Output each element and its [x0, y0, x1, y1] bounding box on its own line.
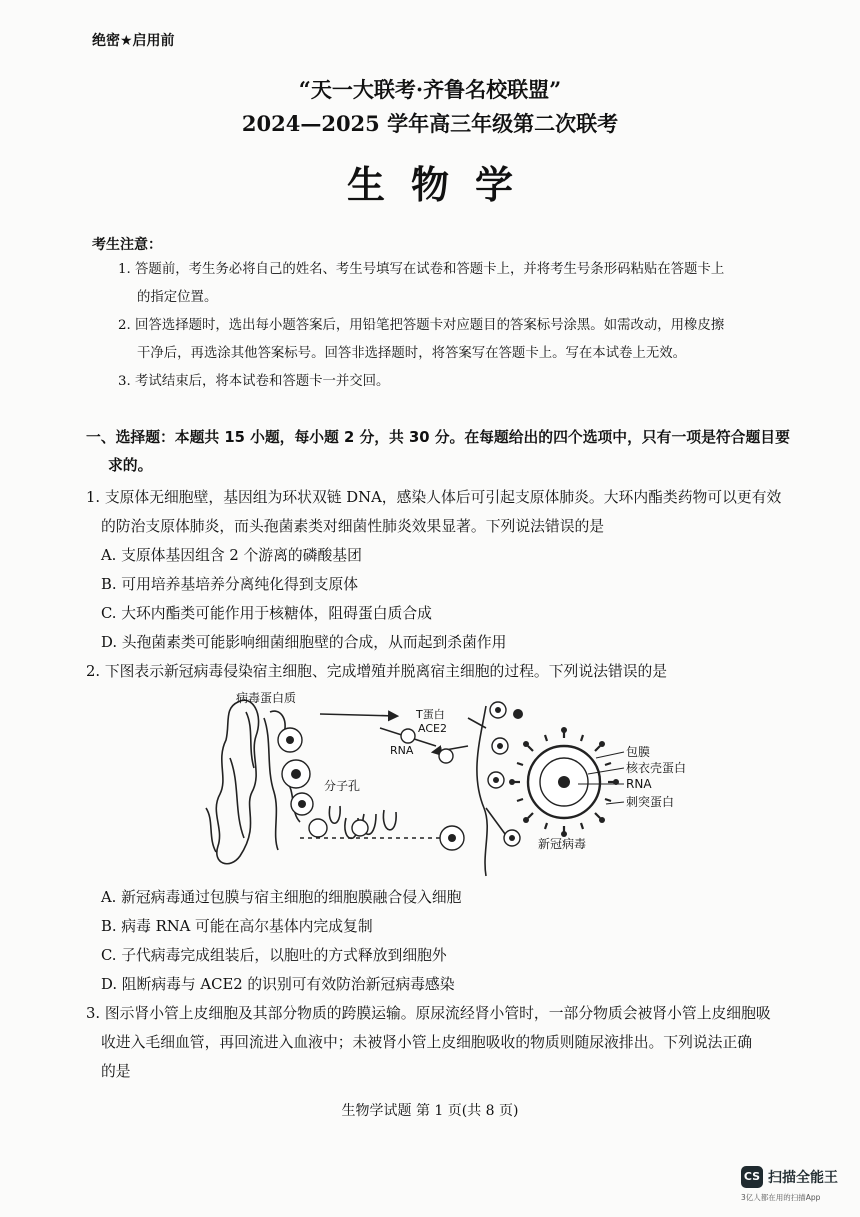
question-1-option-b: B. 可用培养基培养分离纯化得到支原体: [101, 576, 359, 593]
question-2-stem: 2. 下图表示新冠病毒侵染宿主细胞、完成增殖并脱离宿主细胞的过程。下列说法错误的是: [86, 663, 668, 680]
label-nucleocapsid: 核衣壳蛋白: [626, 761, 687, 775]
label-rna-virus: RNA: [626, 777, 652, 791]
label-spike: 刺突蛋白: [626, 795, 675, 809]
label-virus-name: 新冠病毒: [538, 837, 587, 851]
exam-title-line2: 2024—2025 学年高三年级第二次联考: [241, 111, 619, 136]
label-viral-protein: 病毒蛋白质: [236, 691, 297, 705]
question-2-option-a: A. 新冠病毒通过包膜与宿主细胞的细胞膜融合侵入细胞: [101, 889, 462, 906]
confidential-mark: 绝密★启用前: [92, 33, 175, 49]
section-heading: 一、选择题：本题共 15 小题，每小题 2 分，共 30 分。在每题给出的四个选项中，只有一项是符合题目要: [86, 429, 790, 446]
question-1-option-c: C. 大环内酯类可能作用于核糖体，阻碍蛋白质合成: [101, 605, 432, 622]
label-ace2: ACE2: [418, 722, 447, 735]
question-1-stem-cont: 的防治支原体肺炎，而头孢菌素类对细菌性肺炎效果显著。下列说法错误的是: [101, 518, 605, 535]
scanner-tagline: 3亿人都在用的扫描App: [741, 1193, 821, 1202]
label-t-protein: T蛋白: [416, 708, 445, 721]
question-2-option-d: D. 阻断病毒与 ACE2 的识别可有效防治新冠病毒感染: [101, 976, 455, 993]
label-envelope: 包膜: [626, 745, 651, 759]
question-2-option-c: C. 子代病毒完成组装后，以胞吐的方式释放到细胞外: [101, 947, 447, 964]
exam-title-line1: “天一大联考·齐鲁名校联盟”: [298, 77, 562, 102]
question-3-stem-cont1: 收进入毛细血管，再回流进入血液中；未被肾小管上皮细胞吸收的物质则随尿液排出。下列说法正确: [101, 1034, 753, 1051]
notice-item-1-cont: 的指定位置。: [137, 290, 218, 305]
notice-heading: 考生注意：: [92, 237, 162, 253]
subject-title: 生物学: [346, 162, 539, 207]
question-2-option-b: B. 病毒 RNA 可能在高尔基体内完成复制: [101, 918, 373, 935]
question-1-option-d: D. 头孢菌素类可能影响细菌细胞壁的合成，从而起到杀菌作用: [101, 634, 507, 651]
label-rna-cell: RNA: [390, 744, 414, 757]
notice-item-2: 2. 回答选择题时，选出每小题答案后，用铅笔把答题卡对应题目的答案标号涂黑。如需改动，用橡皮擦: [118, 318, 725, 333]
label-nuclear-pore: 分子孔: [324, 779, 361, 793]
question-3-stem: 3. 图示肾小管上皮细胞及其部分物质的跨膜运输。原尿流经肾小管时，一部分物质会被肾小管上皮细胞吸: [86, 1005, 771, 1022]
notice-item-1: 1. 答题前，考生务必将自己的姓名、考生号填写在试卷和答题卡上，并将考生号条形码粘贴在答题卡上: [118, 262, 725, 277]
question-1-option-a: A. 支原体基因组含 2 个游离的磷酸基团: [101, 547, 362, 564]
scanner-app-name: 扫描全能王: [768, 1170, 838, 1186]
question-3-stem-cont2: 的是: [101, 1063, 131, 1080]
notice-item-3: 3. 考试结束后，将本试卷和答题卡一并交回。: [118, 374, 390, 389]
page-footer: 生物学试题 第 1 页(共 8 页): [341, 1103, 519, 1119]
scanner-logo-icon: CS: [741, 1166, 763, 1188]
question-1-stem: 1. 支原体无细胞壁，基因组为环状双链 DNA，感染人体后可引起支原体肺炎。大环内酯类药物可以更有效: [86, 489, 782, 506]
virus-infection-figure: [200, 688, 700, 883]
notice-item-2-cont: 干净后，再选涂其他答案标号。回答非选择题时，将答案写在答题卡上。写在本试卷上无效。: [137, 346, 687, 361]
section-heading-cont: 求的。: [108, 457, 153, 474]
